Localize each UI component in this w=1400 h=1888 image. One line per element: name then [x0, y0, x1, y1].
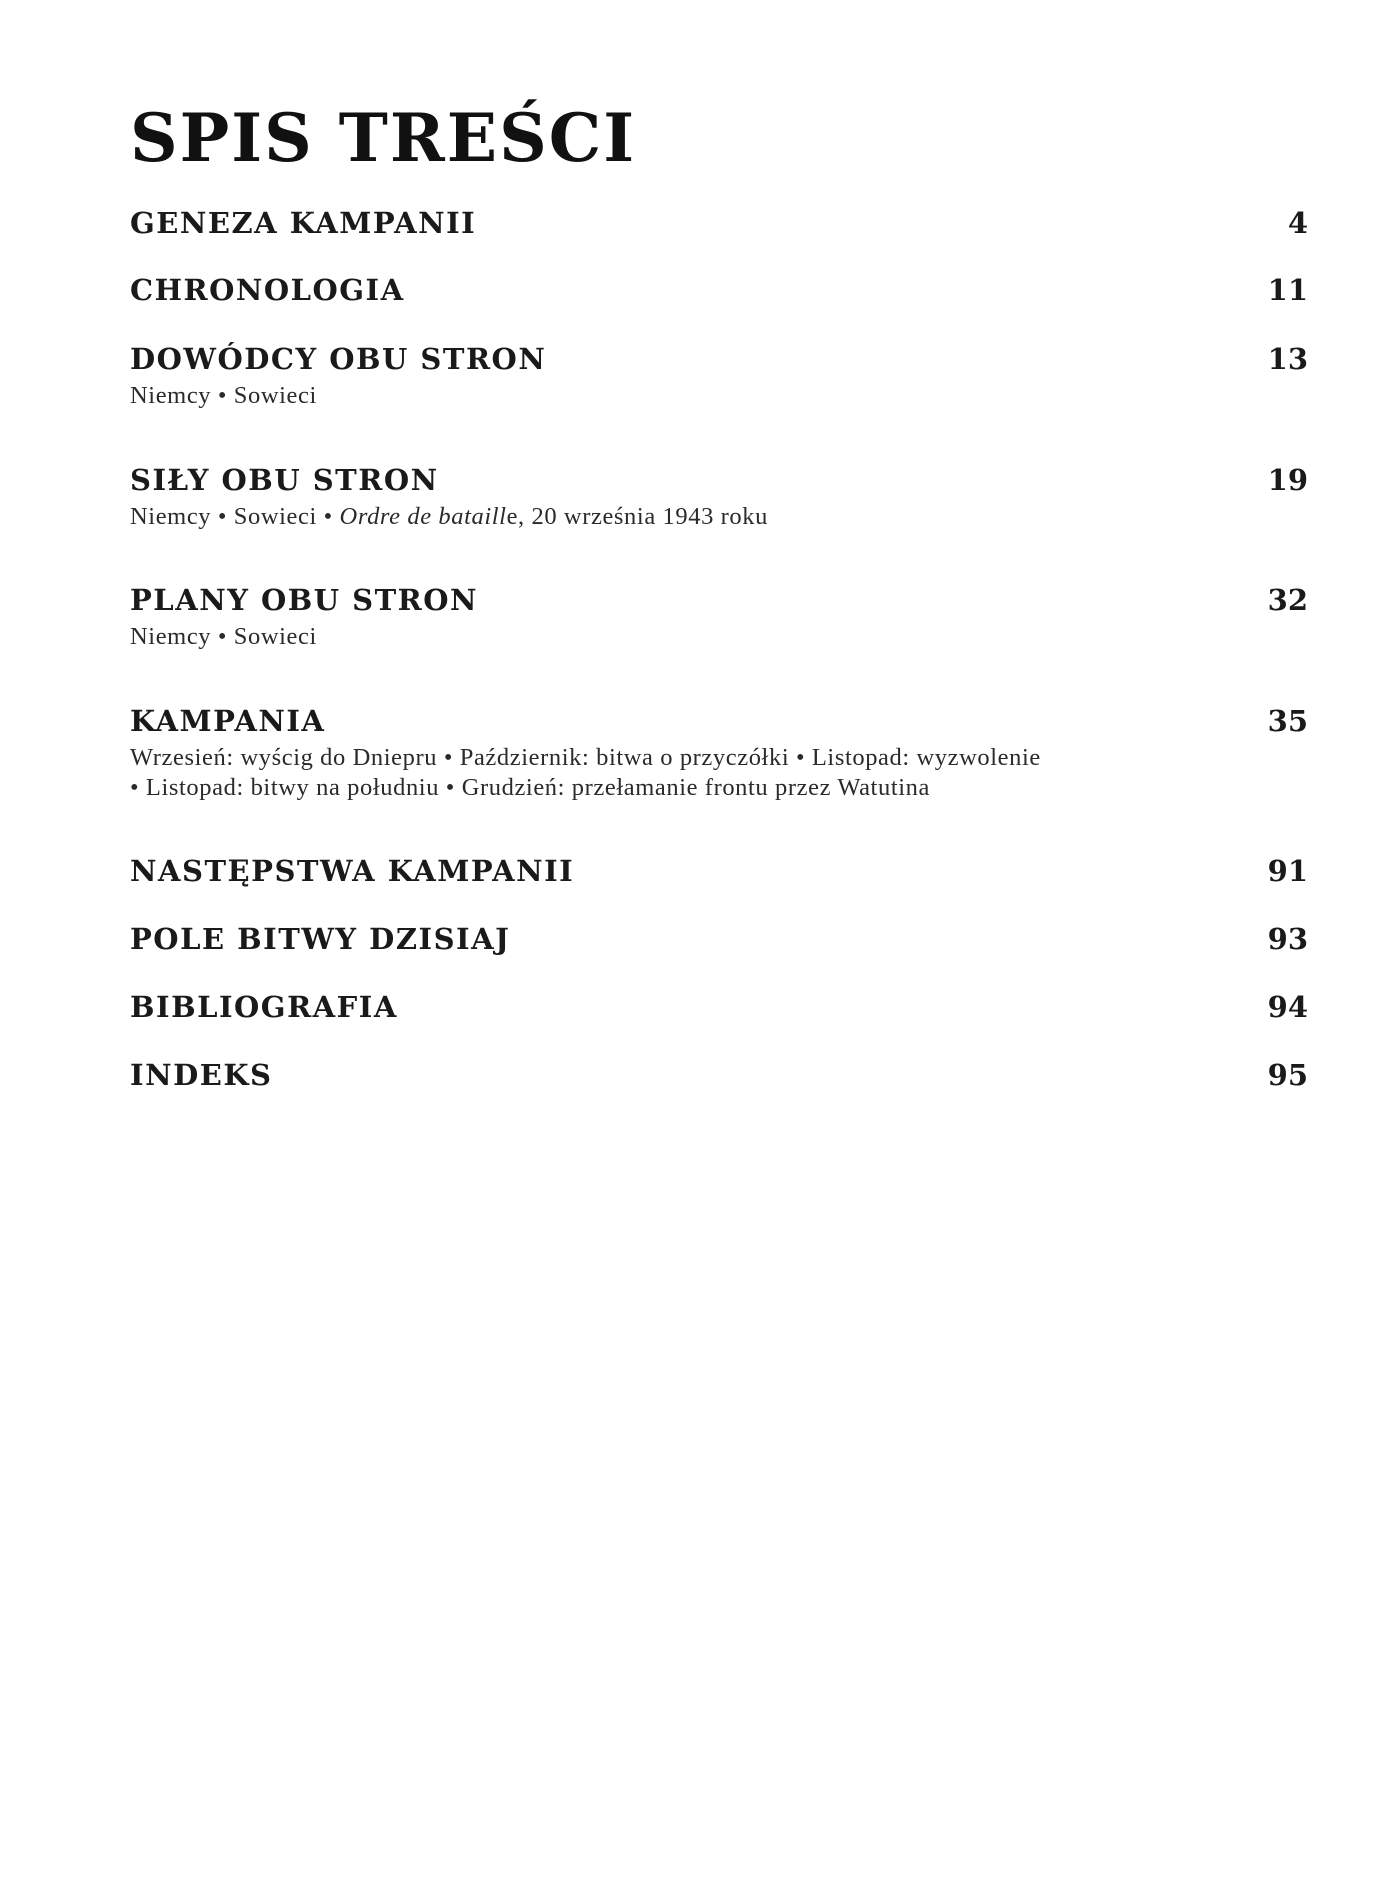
toc-entry-title: DOWÓDCY OBU STRON — [130, 342, 547, 376]
toc-entry-plany[interactable] — [130, 580, 1308, 652]
toc-entry-title: CHRONOLOGIA — [130, 273, 405, 307]
toc-entry-sily[interactable] — [130, 460, 1308, 532]
toc-entry-title: INDEKS — [130, 1058, 273, 1092]
toc-entry-title: PLANY OBU STRON — [130, 583, 479, 617]
toc-entry-head — [130, 1055, 1308, 1095]
toc-entry-kampania[interactable] — [130, 701, 1308, 803]
toc-entry-indeks[interactable] — [130, 1055, 1308, 1095]
toc-entry-head — [130, 987, 1308, 1027]
toc-entry-page-number: 91 — [1267, 854, 1308, 888]
toc-entry-page-number: 19 — [1267, 463, 1308, 497]
toc-entry-chronologia[interactable] — [130, 270, 1308, 310]
toc-entry-page-number: 11 — [1267, 273, 1308, 307]
toc-entry-page-number: 4 — [1287, 206, 1308, 240]
toc-entry-page-number: 93 — [1267, 922, 1308, 956]
toc-entry-head — [130, 270, 1308, 310]
toc-entry-pole-bitwy[interactable] — [130, 919, 1308, 959]
toc-entry-head — [130, 460, 1308, 500]
toc-entry-dowodcy[interactable] — [130, 339, 1308, 411]
toc-entry-title: SIŁY OBU STRON — [130, 463, 439, 497]
toc-entry-title: GENEZA KAMPANII — [130, 206, 477, 240]
subtitle-italic-part: Ordre de bataill — [339, 503, 507, 530]
toc-entry-geneza[interactable] — [130, 203, 1308, 243]
toc-entry-nastepstwa[interactable] — [130, 851, 1308, 891]
toc-entry-subtitle — [130, 502, 1308, 532]
toc-entry-page-number: 13 — [1267, 342, 1308, 376]
toc-entry-head — [130, 580, 1308, 620]
toc-entry-head — [130, 339, 1308, 379]
toc-entry-head — [130, 919, 1308, 959]
toc-entry-page-number: 95 — [1267, 1058, 1308, 1092]
toc-entry-subtitle: Niemcy • Sowieci — [130, 382, 317, 409]
subtitle-part: e, 20 września 1943 roku — [506, 503, 768, 530]
page-title: SPIS TREŚCI — [130, 99, 637, 177]
toc-entry-head — [130, 701, 1308, 741]
toc-entry-head — [130, 203, 1308, 243]
toc-entry-head — [130, 851, 1308, 891]
toc-entry-title: KAMPANIA — [130, 704, 326, 738]
toc-entry-subtitle-line-1: Wrzesień: wyścig do Dniepru • Październik: bitwa o przyczółki • Listopad: wyzwolenie — [130, 744, 1041, 771]
toc-entry-bibliografia[interactable] — [130, 987, 1308, 1027]
toc-entry-subtitle-line-2: • Listopad: bitwy na południu • Grudzień: przełamanie frontu przez Watutina — [130, 774, 930, 801]
toc-entry-subtitle: Niemcy • Sowieci — [130, 623, 317, 650]
toc-entry-title: POLE BITWY DZISIAJ — [130, 922, 511, 956]
toc-entry-page-number: 35 — [1267, 704, 1308, 738]
subtitle-part: Niemcy • Sowieci • — [130, 503, 340, 530]
toc-entry-title: NASTĘPSTWA KAMPANII — [130, 854, 575, 888]
toc-entry-page-number: 32 — [1267, 583, 1308, 617]
toc-entry-title: BIBLIOGRAFIA — [130, 990, 398, 1024]
toc-entry-page-number: 94 — [1267, 990, 1308, 1024]
